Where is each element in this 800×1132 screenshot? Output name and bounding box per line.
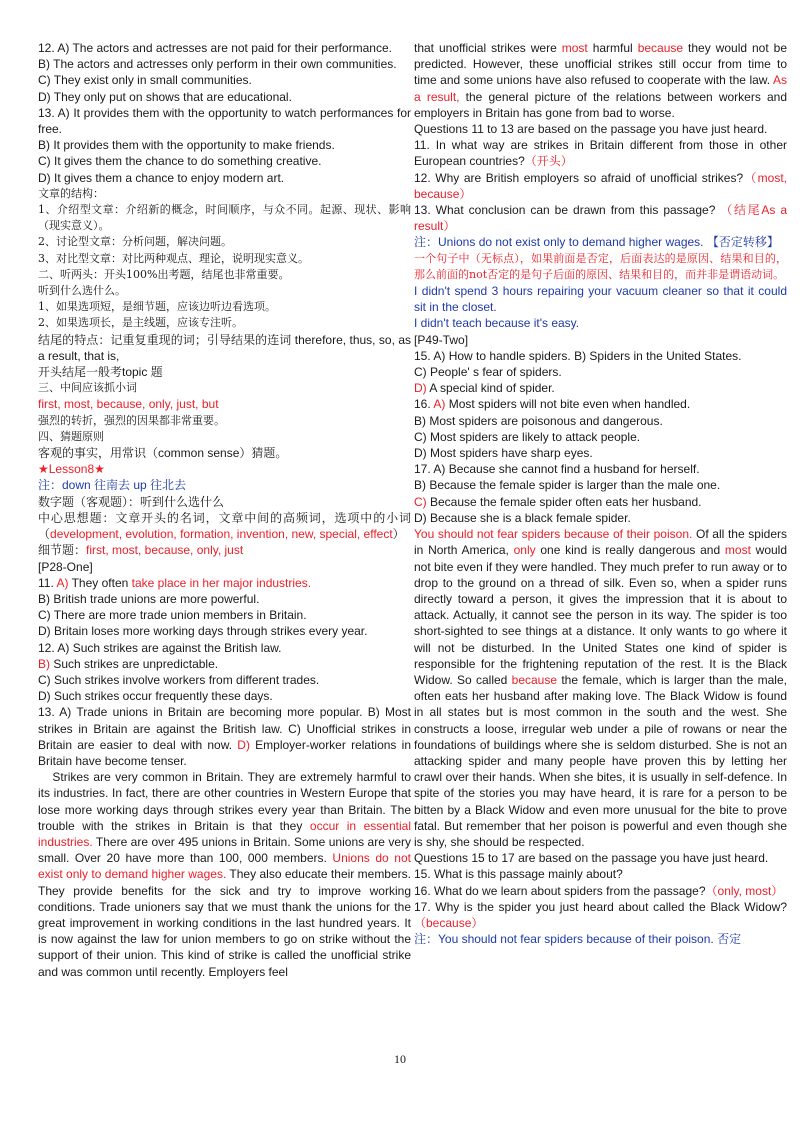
text-run: 听到什么选什么。	[38, 284, 126, 298]
left-line	[38, 251, 411, 267]
text-run: A)	[433, 397, 446, 412]
text-run: 注：Unions do not exist only to demand higher wages. 【否定转移】	[414, 235, 779, 250]
left-column	[38, 40, 411, 980]
text-run: [P28-One]	[38, 559, 93, 574]
text-run: occur in essential industries.	[38, 818, 411, 849]
right-line	[414, 121, 787, 137]
right-line	[414, 364, 787, 380]
text-run: development, evolution, formation, invention, new, special, effect	[50, 527, 393, 542]
text-run: 开头结尾一般考topic 题	[38, 365, 163, 380]
text-run: 客观的事实，用常识（common sense）猜题。	[38, 446, 288, 461]
text-run: B) It provides them with the opportunity to make friends.	[38, 138, 335, 153]
text-run: 13. A) Trade unions in Britain are becoming more popular. B) Most strikes in Britain are against the British law. C) Unofficial strikes in Britain are easier to deal with now.	[38, 705, 411, 752]
left-line	[38, 105, 411, 137]
text-run: Questions 11 to 13 are based on the passage you have just heard.	[414, 122, 768, 137]
left-line	[38, 461, 411, 477]
left-line	[38, 170, 411, 186]
right-line	[414, 931, 787, 947]
text-run: 细节题：	[38, 543, 87, 558]
text-run: D) Most spiders have sharp eyes.	[414, 446, 593, 461]
text-run: （only, most）	[705, 883, 784, 898]
text-run: ）	[392, 527, 405, 542]
text-run: first, most, because, only, just, but	[38, 397, 219, 412]
text-run: B) Because the female spider is larger than the male one.	[414, 478, 721, 493]
text-run: 11.	[38, 575, 57, 590]
text-run: ★Lesson8★	[38, 462, 105, 477]
right-line	[414, 170, 787, 202]
right-line	[414, 445, 787, 461]
text-run: 注：You should not fear spiders because of their poison. 否定	[414, 932, 742, 947]
text-run: one kind is really dangerous and	[535, 543, 725, 558]
left-line	[38, 429, 411, 445]
text-run: 12. A) The actors and actresses are not paid for their performance.	[38, 41, 392, 55]
left-line	[38, 575, 411, 591]
right-line	[414, 251, 787, 283]
text-run: You should not fear spiders because of their poison.	[414, 527, 693, 542]
left-line	[38, 607, 411, 623]
text-run: Such strikes are unpredictable.	[50, 656, 219, 671]
text-run: 15. What is this passage mainly about?	[414, 867, 623, 882]
text-run: 三、中间应该抓小词	[38, 381, 137, 395]
left-line	[38, 640, 411, 656]
right-line	[414, 137, 787, 169]
left-line	[38, 477, 411, 493]
text-run: because	[511, 672, 558, 687]
text-run: D)	[414, 381, 427, 396]
text-run: most	[561, 41, 588, 55]
right-line	[414, 283, 787, 315]
text-run: 结尾的特点：记重复重现的词；引导结果的连词 therefore, thus, so, as a result, that is,	[38, 332, 411, 363]
text-run: 1、如果选项短，是细节题，应该边听边看选项。	[38, 300, 276, 314]
text-run: 3、对比型文章：对比两种观点、理论，说明现实意义。	[38, 251, 309, 265]
text-run: C) Most spiders are likely to attack people.	[414, 429, 641, 444]
text-run: only	[513, 543, 536, 558]
right-line	[414, 866, 787, 882]
left-line	[38, 769, 411, 980]
text-run: （because）	[414, 915, 484, 930]
left-line	[38, 623, 411, 639]
left-line	[38, 656, 411, 672]
left-line	[38, 688, 411, 704]
text-run: 13. A) It provides them with the opportunity to watch performances for free.	[38, 105, 411, 137]
text-run: D) It gives them a chance to enjoy modern art.	[38, 170, 285, 185]
text-run: I didn't teach because it's easy.	[414, 316, 580, 331]
right-line	[414, 315, 787, 331]
left-line	[38, 396, 411, 412]
text-run: 13. What conclusion can be drawn from this passage?	[414, 203, 721, 218]
right-line	[414, 883, 787, 899]
text-run: Of all the spiders in North America,	[414, 527, 787, 558]
text-run: B)	[38, 656, 50, 671]
left-line	[38, 283, 411, 299]
text-run: C) They exist only in small communities.	[38, 73, 252, 88]
text-run: As a result,	[414, 73, 787, 104]
text-run: 注：down 往南去 up 往北去	[38, 478, 187, 493]
text-run: B) The actors and actresses only perform in their own communities.	[38, 57, 397, 72]
text-run: （结尾As a result）	[414, 203, 787, 234]
left-line	[38, 137, 411, 153]
text-run: （开头）	[524, 154, 573, 169]
text-run: 11. In what way are strikes in Britain different from those in other European countries?	[414, 138, 787, 169]
text-run: D) Britain loses more working days through strikes every year.	[38, 624, 368, 639]
left-line	[38, 153, 411, 169]
text-run: D) They only put on shows that are educational.	[38, 89, 292, 104]
text-run: they would not be predicted. However, these unofficial strikes still occur from time to time and some unions have also refused to cooperate with the law.	[414, 41, 787, 88]
text-run: A special kind of spider.	[426, 381, 555, 396]
left-line	[38, 332, 411, 364]
text-run: 中心思想题：文章开头的名词，文章中间的高频词，选项中的小词（	[38, 510, 411, 542]
text-run: B) British trade unions are more powerful.	[38, 591, 260, 606]
left-line	[38, 89, 411, 105]
text-run: C) It gives them the chance to do something creative.	[38, 154, 322, 169]
right-line	[414, 413, 787, 429]
text-run: 12. Why are British employers so afraid of unofficial strikes?	[414, 170, 744, 185]
text-run: D)	[237, 737, 250, 752]
text-run: Questions 15 to 17 are based on the passage you have just heard.	[414, 851, 769, 866]
left-line	[38, 591, 411, 607]
text-run: C) People' s fear of spiders.	[414, 365, 562, 380]
left-line	[38, 559, 411, 575]
right-line	[414, 234, 787, 250]
text-run: 15. A) How to handle spiders. B) Spiders in the United States.	[414, 348, 742, 363]
right-line	[414, 526, 787, 850]
text-run: 一个句子中（无标点），如果前面是否定，后面表达的是原因、结果和目的，那么前面的not否定的是句子后面的原因、结果和目的，而并非是谓语动词。	[414, 251, 787, 281]
text-run: 17. Why is the spider you just heard about called the Black Widow?	[414, 899, 787, 914]
text-run: D) Such strikes occur frequently these days.	[38, 689, 273, 704]
left-line	[38, 267, 411, 283]
text-run: because	[637, 41, 684, 55]
left-line	[38, 413, 411, 429]
text-run: I didn't spend 3 hours repairing your vacuum cleaner so that it could sit in the closet.	[414, 284, 787, 315]
text-run: 12. A) Such strikes are against the British law.	[38, 640, 282, 655]
right-line	[414, 461, 787, 477]
text-run: 二、听两头：开头100%出考题，结尾也非常重要。	[38, 267, 290, 281]
left-line	[38, 315, 411, 331]
text-run: They also educate their members. They provide benefits for the sick and try to improve working conditions. Trade unioners say that we must thank the unions for the great improvement in working conditions in the last hundred years. It is now against the law for union members to go on strike without the support of their union. This kind of strike is called the unofficial strike and was common until recently. Employers feel	[38, 867, 411, 979]
left-line	[38, 299, 411, 315]
text-run: 2、如果选项长，是主线题，应该专注听。	[38, 316, 243, 330]
left-line	[38, 380, 411, 396]
text-run: harmful	[587, 41, 638, 55]
right-line	[414, 899, 787, 931]
right-line	[414, 429, 787, 445]
text-run: first, most, because, only, just	[86, 543, 244, 558]
text-run: the female, which is larger than the male, often eats her husband after making love. The Black Widow is found in all states but is most common in the south and the west. She constructs a loose, irregular web under a pile of rowans or near the foundations of buildings where she is seldom disturbed. She is not an attacking spider and many people have proven this by letting her crawl over their hands. When she bites, it is usually in self-defence. In spite of the stories you may have heard, it is rare for a person to be bitten by a Black Widow and even more unusual for the bite to prove fatal. But remember that her poison is powerful and even though she is shy, she should be respected.	[414, 672, 787, 849]
text-run: 四、猜题原则	[38, 429, 104, 443]
left-line	[38, 186, 411, 202]
text-run: [P49-Two]	[414, 332, 469, 347]
left-line	[38, 40, 411, 56]
text-run: Because the female spider often eats her husband.	[426, 494, 702, 509]
text-run: There are over 495 unions in Britain. Some unions are very small. Over 20 have more than 100, 000 members.	[38, 834, 411, 866]
text-run: that unofficial strikes were	[414, 41, 562, 55]
text-run: C) Such strikes involve workers from different trades.	[38, 672, 320, 687]
text-run: 1、介绍型文章：介绍新的概念，时间顺序，与众不同。起源、现状、影响（现实意义）。	[38, 203, 411, 233]
right-line	[414, 332, 787, 348]
text-run: Strikes are very common in Britain. They are extremely harmful to its industries. In fact, there are other countries in Western Europe that lose more working days through strikes every year than Britain. The trouble with the strikes in Britain is that they	[38, 770, 411, 833]
text-run: 数字题（客观题）：听到什么选什么	[38, 494, 225, 509]
right-line	[414, 348, 787, 364]
text-run: D) Because she is a black female spider.	[414, 510, 631, 525]
text-run: 16.	[414, 397, 434, 412]
left-line	[38, 672, 411, 688]
text-run: Employer-worker relations in Britain have become tenser.	[38, 737, 411, 768]
text-run: the general picture of the relations between workers and employers in Britain has gone from bad to worse.	[414, 89, 787, 120]
right-line	[414, 510, 787, 526]
text-run: C) There are more trade union members in Britain.	[38, 608, 307, 623]
left-line	[38, 202, 411, 234]
text-run: A)	[56, 575, 69, 590]
right-line	[414, 202, 787, 234]
left-line	[38, 234, 411, 250]
left-line	[38, 494, 411, 510]
text-run: C)	[414, 494, 427, 509]
left-line	[38, 364, 411, 380]
right-column	[414, 40, 787, 947]
right-line	[414, 494, 787, 510]
text-run: most	[724, 543, 751, 558]
left-line	[38, 445, 411, 461]
left-line	[38, 72, 411, 88]
text-run: would not bite even if they were handled. They much prefer to run away or to drop to the ground on a thread of silk. Even so, when a spider runs directly toward a person, it gives the impression that it is about to attack. Actually, it cannot see the person in its way. The spider is too short-sighted to see things at a distance. It only wants to go where it will not be disturbed. In the United States one kind of spider is responsible for the frightening reputation of the rest. It is the Black Widow. So called	[414, 543, 788, 687]
right-line	[414, 477, 787, 493]
right-line	[414, 396, 787, 412]
page-number: 10	[394, 1052, 406, 1066]
text-run: Most spiders will not bite even when handled.	[445, 397, 691, 412]
right-line	[414, 380, 787, 396]
text-run: B) Most spiders are poisonous and dangerous.	[414, 413, 663, 428]
text-run: 2、讨论型文章：分析问题，解决问题。	[38, 235, 232, 249]
text-run: Unions do not exist only to demand higher wages.	[38, 851, 411, 882]
left-line	[38, 704, 411, 769]
text-run: 16. What do we learn about spiders from the passage?	[414, 883, 706, 898]
text-run: 文章的结构：	[38, 186, 104, 200]
left-line	[38, 56, 411, 72]
left-line	[38, 542, 411, 558]
text-run: （most, because）	[414, 170, 787, 201]
right-line	[414, 850, 787, 866]
text-run: take place in her major industries.	[131, 575, 312, 590]
right-line	[414, 40, 787, 121]
left-line	[38, 510, 411, 542]
text-run: They often	[68, 575, 132, 590]
text-run: 强烈的转折，强烈的因果都非常重要。	[38, 413, 225, 427]
text-run: 17. A) Because she cannot find a husband for herself.	[414, 462, 700, 477]
